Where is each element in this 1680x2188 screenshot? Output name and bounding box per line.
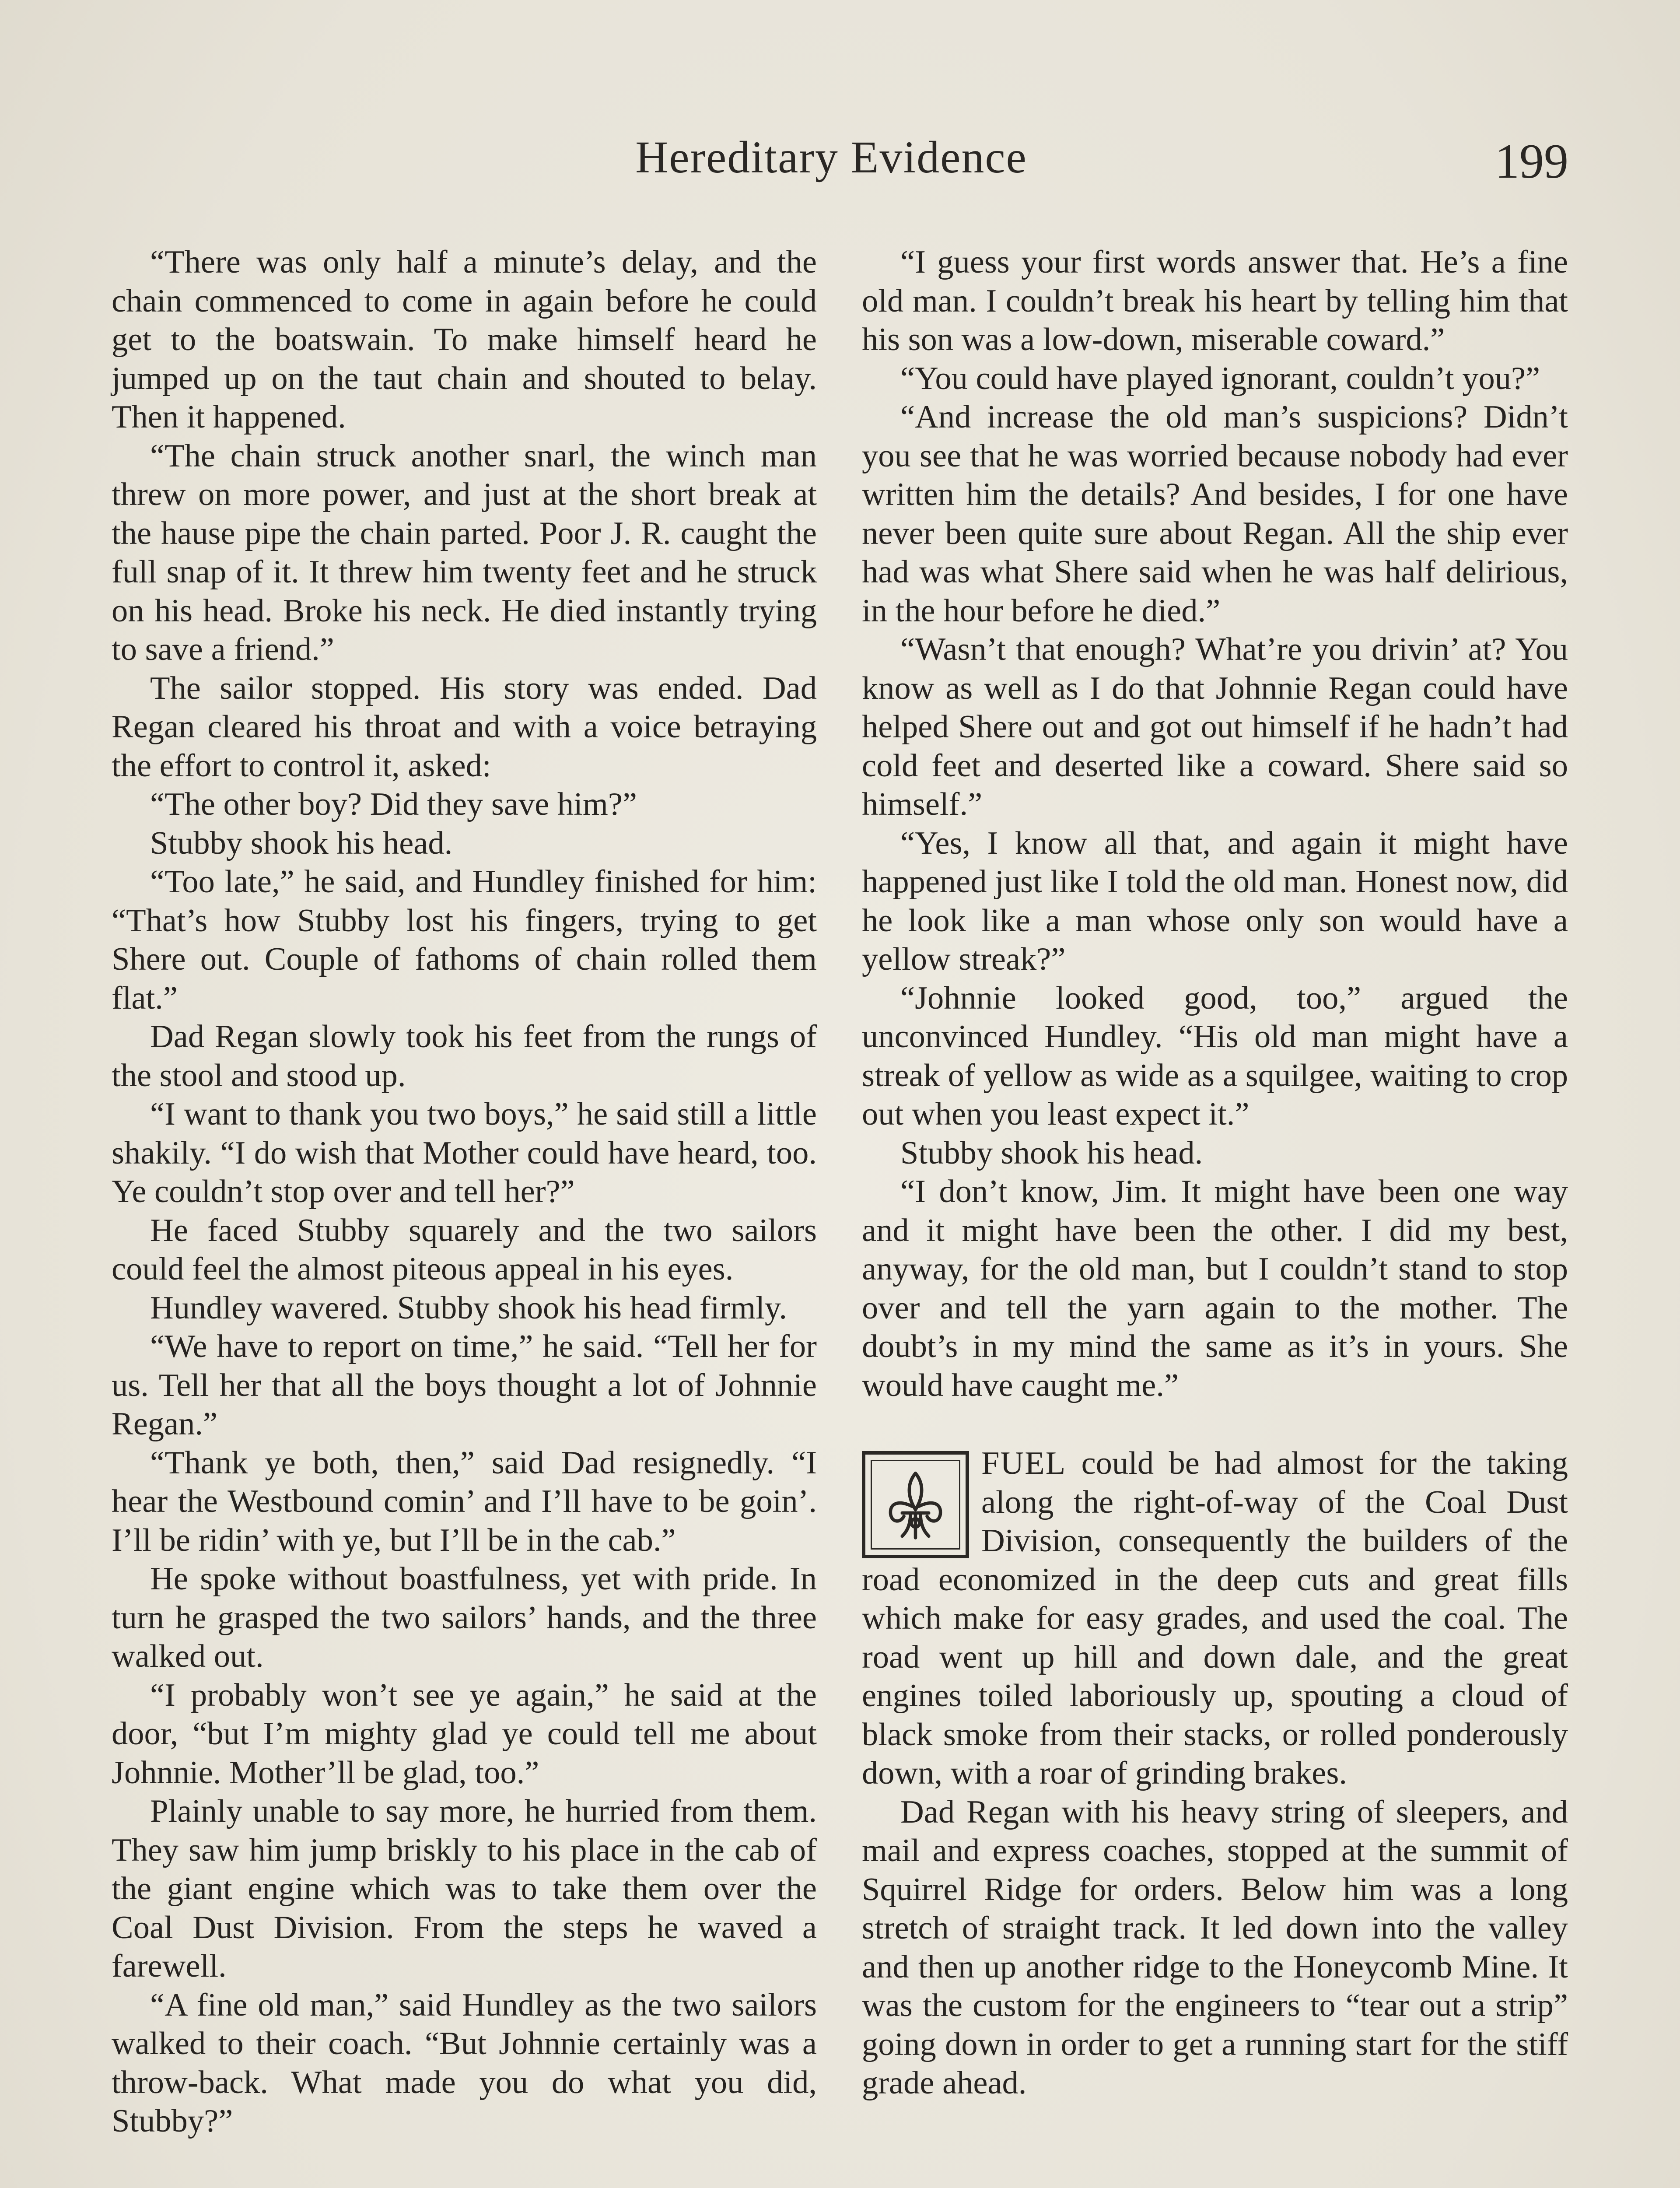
paragraph: “Wasn’t that enough? What’re you drivin’ at? You know as well as I do that Johnnie Regan could have helped Shere out and got out himself if he hadn’t had cold feet and deserted like a coward. Shere said so himself.”	[862, 631, 1568, 822]
paragraph: The sailor stopped. His story was ended. Dad Regan cleared his throat and with a voice betraying the effort to control it, asked:	[112, 670, 817, 784]
new-section	[862, 1444, 1568, 2103]
paragraph: “I guess your first words answer that. He’s a fine old man. I couldn’t break his heart by telling him that his son was a low-down, miserable coward.”	[862, 244, 1568, 358]
paragraph: Plainly unable to say more, he hurried from them. They saw him jump briskly to his place in the cab of the giant engine which was to take them over the Coal Dust Division. From the steps he waved a farewell.	[112, 1793, 817, 1984]
paragraph: Dad Regan slowly took his feet from the rungs of the stool and stood up.	[112, 1019, 817, 1094]
paragraph: “Johnnie looked good, too,” argued the unconvinced Hundley. “His old man might have a streak of yellow as wide as a squilgee, waiting to crop out when you least expect it.”	[862, 980, 1568, 1132]
paragraph: “And increase the old man’s suspicions? Didn’t you see that he was worried because nobody had ever written him the details? And besides, I for one have never been quite sure about Regan. All the ship ever had was what Shere said when he was half delirious, in the hour before he died.”	[862, 399, 1568, 629]
paragraph: Stubby shook his head.	[150, 825, 453, 861]
paragraph: “Thank ye both, then,” said Dad resignedly. “I hear the Westbound comin’ and I’ll have to be goin’. I’ll be ridin’ with ye, but I’ll be in the cab.”	[112, 1445, 817, 1558]
right-column	[862, 243, 1568, 2103]
paragraph: Stubby shook his head.	[900, 1135, 1203, 1171]
paragraph: “I want to thank you two boys,” he said still a little shakily. “I do wish that Mother could have heard, too. Ye couldn’t stop over and tell her?”	[112, 1096, 817, 1210]
paragraph: “There was only half a minute’s delay, and the chain commenced to come in again before he could get to the boatswain. To make himself heard he jumped up on the taut chain and shouted to belay. Then it happened.	[112, 244, 817, 435]
paragraph: “Too late,” he said, and Hundley finished for him: “That’s how Stubby lost his fingers, trying to get Shere out. Couple of fathoms of chain rolled them flat.”	[112, 864, 817, 1016]
paragraph: “We have to report on time,” he said. “Tell her for us. Tell her that all the boys thought a lot of Johnnie Regan.”	[112, 1329, 817, 1442]
paragraph: Hundley wavered. Stubby shook his head firmly.	[150, 1290, 787, 1326]
section-break	[862, 1405, 1568, 1444]
running-title: Hereditary Evidence	[635, 132, 1027, 182]
page-number: 199	[1495, 134, 1568, 189]
paragraph: “The chain struck another snarl, the winch man threw on more power, and just at the short break at the hause pipe the chain parted. Poor J. R. caught the full snap of it. It threw him twenty feet and he struck on his head. Broke his neck. He died instantly trying to save a friend.”	[112, 438, 817, 667]
paragraph: He faced Stubby squarely and the two sailors could feel the almost piteous appeal in his eyes.	[112, 1212, 817, 1287]
paragraph: “I probably won’t see ye again,” he said at the door, “but I’m mighty glad ye could tell me about Johnnie. Mother’ll be glad, too.”	[112, 1677, 817, 1791]
paragraph: “I don’t know, Jim. It might have been one way and it might have been the other. I did my best, anyway, for the old man, but I couldn’t stand to stop over and tell the yarn again to the mother. The doubt’s in my mind the same as it’s in yours. She would have caught me.”	[862, 1174, 1568, 1403]
fleur-de-lis-icon	[874, 1463, 957, 1546]
paragraph-text: could be had almost for the taking along the right-of-way of the Coal Dust Division, consequently the builders of the road economized in the deep cuts and great fills which make for easy grades, and used the coal. The road went up hill and down dale, and the great engines toiled laboriously up, spouting a cloud of black smoke from their stacks, or rolled ponderously down, with a roar of grinding brakes.	[862, 1445, 1568, 1791]
paragraph: “A fine old man,” said Hundley as the two sailors walked to their coach. “But Johnnie certainly was a throw-back. What made you do what you did, Stubby?”	[112, 1987, 817, 2139]
paragraph: “The other boy? Did they save him?”	[150, 786, 637, 822]
lead-word: FUEL	[981, 1445, 1067, 1481]
paragraph: “Yes, I know all that, and again it might have happened just like I told the old man. Honest now, did he look like a man whose only son would have a yellow streak?”	[862, 825, 1568, 977]
ornamental-initial	[862, 1451, 969, 1558]
paragraph: He spoke without boastfulness, yet with pride. In turn he grasped the two sailors’ hands, and the three walked out.	[112, 1561, 817, 1674]
left-column	[112, 243, 817, 2141]
paragraph: “You could have played ignorant, couldn’t you?”	[900, 360, 1540, 396]
paragraph: Dad Regan with his heavy string of sleepers, and mail and express coaches, stopped at the summit of Squirrel Ridge for orders. Below him was a long stretch of straight track. It led down into the valley and then up another ridge to the Honeycomb Mine. It was the custom for the engineers to “tear out a strip” going down in order to get a running start for the stiff grade ahead.	[862, 1794, 1568, 2101]
